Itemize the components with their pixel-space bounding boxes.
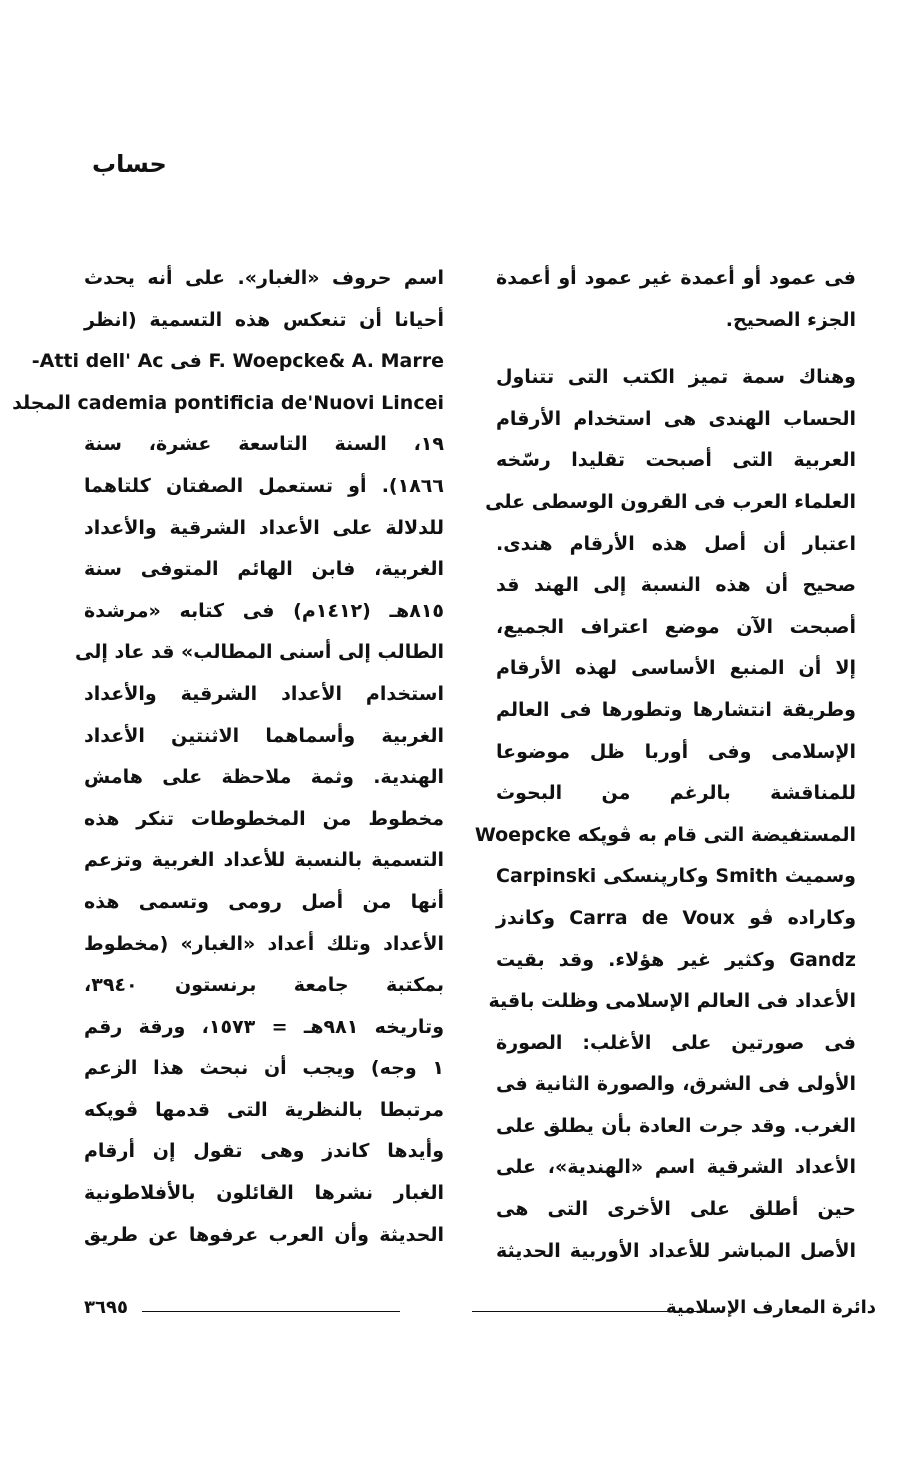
text-line: وتاريخه ٩٨١هـ = ١٥٧٣، ورقة رقم bbox=[84, 1015, 445, 1038]
text-line: مخطوط من المخطوطات تنكر هذه bbox=[84, 807, 444, 830]
text-line: F. Woepcke& A. Marre فى Atti dell' Ac- bbox=[31, 350, 444, 373]
footer-rule bbox=[142, 1311, 400, 1312]
text-line: الحديثة وأن العرب عرفوها عن طريق bbox=[84, 1223, 444, 1246]
text-line: الغبار نشرها القائلون بالأفلاطونية bbox=[84, 1182, 444, 1205]
text-line: الغربية وأسماهما الاثنتين الأعداد bbox=[84, 724, 444, 747]
text-line: للمناقشة بالرغم من البحوث bbox=[496, 782, 856, 805]
paragraph-gap bbox=[496, 341, 856, 357]
text-line: الهندية. وثمة ملاحظة على هامش bbox=[84, 766, 444, 789]
text-line: المستفيضة التى قام به ڤوپكه Woepcke bbox=[474, 823, 856, 846]
text-line: أحيانا أن تنعكس هذه التسمية (انظر bbox=[84, 308, 444, 331]
text-line: إلا أن المنبع الأساسى لهذه الأرقام bbox=[496, 657, 856, 680]
text-line: العلماء العرب فى القرون الوسطى على bbox=[485, 490, 856, 513]
text-line: وكاراده ڤو Carra de Voux وكاندز bbox=[496, 906, 857, 929]
page-number: ٣٦٩٥ bbox=[84, 1297, 128, 1318]
text-line: cademia pontificia de'Nuovi Lincei المجلد bbox=[12, 391, 444, 414]
text-line: الأعداد وتلك أعداد «الغبار» (مخطوط bbox=[84, 932, 444, 955]
text-line: للدلالة على الأعداد الشرقية والأعداد bbox=[84, 516, 444, 539]
text-line: الأعداد فى العالم الإسلامى وظلت باقية bbox=[488, 990, 856, 1013]
text-line: ٨١٥هـ (١٤١٢م) فى كتابه «مرشدة bbox=[84, 599, 445, 622]
text-line: الطالب إلى أسنى المطالب» قد عاد إلى bbox=[75, 641, 444, 664]
text-line: التسمية بالنسبة للأعداد الغربية وتزعم bbox=[84, 849, 444, 872]
text-line: أصبحت الآن موضع اعتراف الجميع، bbox=[496, 615, 856, 638]
text-line: وسميث Smith وكارپنسكى Carpinski bbox=[496, 865, 856, 888]
text-line: بمكتبة جامعة برنستون ٣٩٤٠، bbox=[84, 974, 444, 997]
right-column bbox=[474, 258, 857, 1272]
text-line: الأعداد الشرقية اسم «الهندية»، على bbox=[496, 1156, 856, 1179]
text-line: الحساب الهندى هى استخدام الأرقام bbox=[496, 407, 856, 430]
text-line: استخدام الأعداد الشرقية والأعداد bbox=[84, 682, 444, 705]
running-title: حساب bbox=[92, 150, 167, 178]
text-line: اعتبار أن أصل هذه الأرقام هندى. bbox=[496, 532, 856, 555]
text-line: ١٩، السنة التاسعة عشرة، سنة bbox=[84, 433, 444, 456]
text-line: الغرب. وقد جرت العادة بأن يطلق على bbox=[496, 1114, 856, 1137]
text-line: فى صورتين على الأغلب: الصورة bbox=[496, 1031, 856, 1054]
text-line: مرتبطا بالنظرية التى قدمها ڤوپكه bbox=[84, 1098, 444, 1121]
text-line: الغربية، فابن الهائم المتوفى سنة bbox=[84, 558, 444, 581]
text-line: Gandz وكثير غير هؤلاء. وقد بقيت bbox=[496, 948, 856, 971]
text-line: فى عمود أو أعمدة غير عمود أو أعمدة bbox=[496, 267, 856, 289]
text-line: ١ وجه) ويجب أن نبحث هذا الزعم bbox=[84, 1057, 444, 1080]
text-line: اسم حروف «الغبار». على أنه يحدث bbox=[84, 267, 444, 289]
text-line: الأصل المباشر للأعداد الأوربية الحديثة bbox=[496, 1239, 856, 1262]
text-line: الإسلامى وفى أوربا ظل موضوعا bbox=[496, 740, 856, 763]
text-line: وهناك سمة تميز الكتب التى تتناول bbox=[496, 366, 856, 389]
journal-title: دائرة المعارف الإسلامية bbox=[665, 1297, 876, 1318]
text-line: الأولى فى الشرق، والصورة الثانية فى bbox=[496, 1073, 856, 1096]
text-line: الجزء الصحيح. bbox=[725, 308, 856, 331]
text-line: وأيدها كاندز وهى تقول إن أرقام bbox=[84, 1140, 444, 1163]
text-line: صحيح أن هذه النسبة إلى الهند قد bbox=[496, 574, 856, 597]
left-column bbox=[12, 258, 445, 1256]
text-line: ١٨٦٦). أو تستعمل الصفتان كلتاهما bbox=[84, 474, 444, 497]
page-footer bbox=[84, 1297, 876, 1327]
text-line: حين أطلق على الأخرى التى هى bbox=[496, 1198, 856, 1221]
text-line: العربية التى أصبحت تقليدا رسّخه bbox=[496, 449, 856, 472]
text-line: وطريقة انتشارها وتطورها فى العالم bbox=[496, 698, 856, 721]
text-line: أنها من أصل رومى وتسمى هذه bbox=[84, 890, 444, 913]
